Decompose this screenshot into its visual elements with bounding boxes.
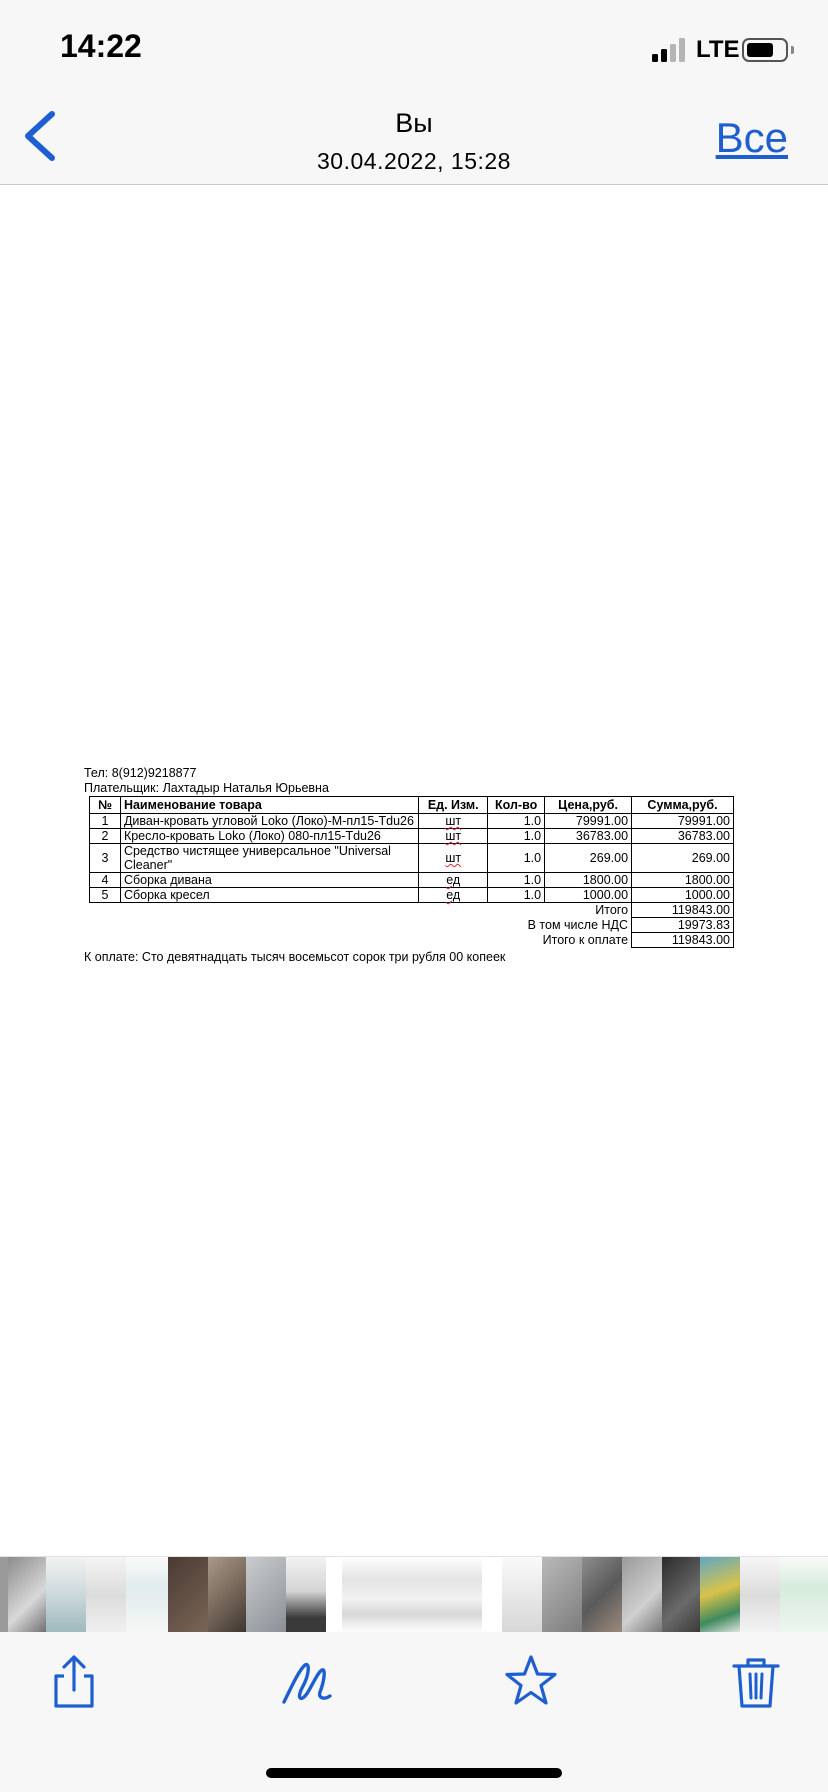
row-unit: ед xyxy=(419,873,488,888)
header-qty: Кол-во xyxy=(488,797,545,814)
row-num: 2 xyxy=(90,829,121,844)
vat-label: В том числе НДС xyxy=(527,918,629,932)
thumbnail[interactable] xyxy=(86,1557,126,1633)
vat-value: 19973.83 xyxy=(632,918,734,933)
row-qty: 1.0 xyxy=(488,888,545,903)
share-button[interactable] xyxy=(44,1652,104,1712)
thumbnail[interactable] xyxy=(326,1557,342,1633)
row-qty: 1.0 xyxy=(488,873,545,888)
row-num: 4 xyxy=(90,873,121,888)
markup-icon xyxy=(276,1652,336,1712)
status-time: 14:22 xyxy=(60,28,142,64)
items-table xyxy=(89,796,734,948)
star-icon xyxy=(501,1652,561,1712)
table-row xyxy=(90,873,734,888)
header-num: № xyxy=(90,797,121,814)
row-unit: шт xyxy=(419,814,488,829)
thumbnail[interactable] xyxy=(780,1557,828,1633)
row-qty: 1.0 xyxy=(488,844,545,873)
total-row xyxy=(90,903,734,918)
trash-icon xyxy=(726,1652,786,1712)
thumbnail[interactable] xyxy=(0,1557,8,1633)
nav-date: 30.04.2022, 15:28 xyxy=(317,148,511,174)
thumbnail[interactable] xyxy=(542,1557,582,1633)
row-num: 3 xyxy=(90,844,121,873)
row-price: 269.00 xyxy=(545,844,632,873)
thumbnail[interactable] xyxy=(286,1557,326,1633)
nav-title: Вы xyxy=(395,108,433,138)
thumbnail[interactable] xyxy=(126,1557,168,1633)
header-price: Цена,руб. xyxy=(545,797,632,814)
thumbnail[interactable] xyxy=(582,1557,622,1633)
status-bar xyxy=(0,0,828,96)
total-value: 119843.00 xyxy=(632,903,734,918)
thumbnail[interactable] xyxy=(482,1557,502,1633)
row-unit: шт xyxy=(419,844,488,873)
payer-line: Плательщик: Лахтадыр Наталья Юрьевна xyxy=(84,781,329,795)
table-row xyxy=(90,814,734,829)
network-type-label: LTE xyxy=(696,36,740,63)
row-qty: 1.0 xyxy=(488,829,545,844)
battery-tip xyxy=(791,46,794,54)
header-unit: Ед. Изм. xyxy=(419,797,488,814)
delete-button[interactable] xyxy=(726,1652,786,1712)
row-sum: 269.00 xyxy=(632,844,734,873)
row-price: 1800.00 xyxy=(545,873,632,888)
row-sum: 1000.00 xyxy=(632,888,734,903)
thumbnail-strip[interactable] xyxy=(0,1556,828,1633)
thumbnail[interactable] xyxy=(8,1557,46,1633)
table-row xyxy=(90,844,734,873)
payment-words-line: К оплате: Сто девятнадцать тысяч восемьсот сорок три рубля 00 копеек xyxy=(84,950,506,964)
row-name: Кресло-кровать Loko (Локо) 080-пл15-Tdu26 xyxy=(120,829,418,844)
table-row xyxy=(90,829,734,844)
row-name: Средство чистящее универсальное "Universal Cleaner" xyxy=(120,844,418,873)
row-unit: шт xyxy=(419,829,488,844)
total-due-value: 119843.00 xyxy=(632,933,734,948)
table-row xyxy=(90,888,734,903)
thumbnail[interactable] xyxy=(168,1557,208,1633)
row-price: 79991.00 xyxy=(545,814,632,829)
row-price: 1000.00 xyxy=(545,888,632,903)
cellular-signal-icon xyxy=(652,38,686,62)
markup-button[interactable] xyxy=(276,1652,336,1712)
total-label: Итого xyxy=(595,903,629,918)
thumbnail[interactable] xyxy=(700,1557,740,1633)
row-price: 36783.00 xyxy=(545,829,632,844)
row-name: Сборка дивана xyxy=(120,873,418,888)
row-num: 5 xyxy=(90,888,121,903)
thumbnail[interactable] xyxy=(208,1557,246,1633)
row-unit: ед xyxy=(419,888,488,903)
thumbnail[interactable] xyxy=(502,1557,542,1633)
row-sum: 1800.00 xyxy=(632,873,734,888)
thumbnail[interactable] xyxy=(46,1557,86,1633)
table-header-row xyxy=(90,797,734,814)
thumbnail[interactable] xyxy=(342,1557,482,1633)
total-due-label: Итого к оплате xyxy=(542,933,629,947)
home-indicator[interactable] xyxy=(266,1768,562,1778)
navigation-bar xyxy=(0,96,828,185)
row-num: 1 xyxy=(90,814,121,829)
thumbnail[interactable] xyxy=(246,1557,286,1633)
header-name: Наименование товара xyxy=(120,797,418,814)
total-row xyxy=(90,933,734,948)
row-sum: 36783.00 xyxy=(632,829,734,844)
all-photos-button[interactable]: Все xyxy=(715,114,788,161)
favorite-button[interactable] xyxy=(501,1652,561,1712)
header-sum: Сумма,руб. xyxy=(632,797,734,814)
total-row xyxy=(90,918,734,933)
phone-line: Тел: 8(912)9218877 xyxy=(84,766,197,780)
row-name: Диван-кровать угловой Loko (Локо)-М-пл15-Tdu26 xyxy=(120,814,418,829)
thumbnail[interactable] xyxy=(740,1557,780,1633)
row-name: Сборка кресел xyxy=(120,888,418,903)
row-sum: 79991.00 xyxy=(632,814,734,829)
share-icon xyxy=(44,1652,104,1712)
thumbnail[interactable] xyxy=(662,1557,700,1633)
battery-icon xyxy=(742,38,788,62)
receipt-document xyxy=(84,766,734,965)
thumbnail[interactable] xyxy=(622,1557,662,1633)
row-qty: 1.0 xyxy=(488,814,545,829)
